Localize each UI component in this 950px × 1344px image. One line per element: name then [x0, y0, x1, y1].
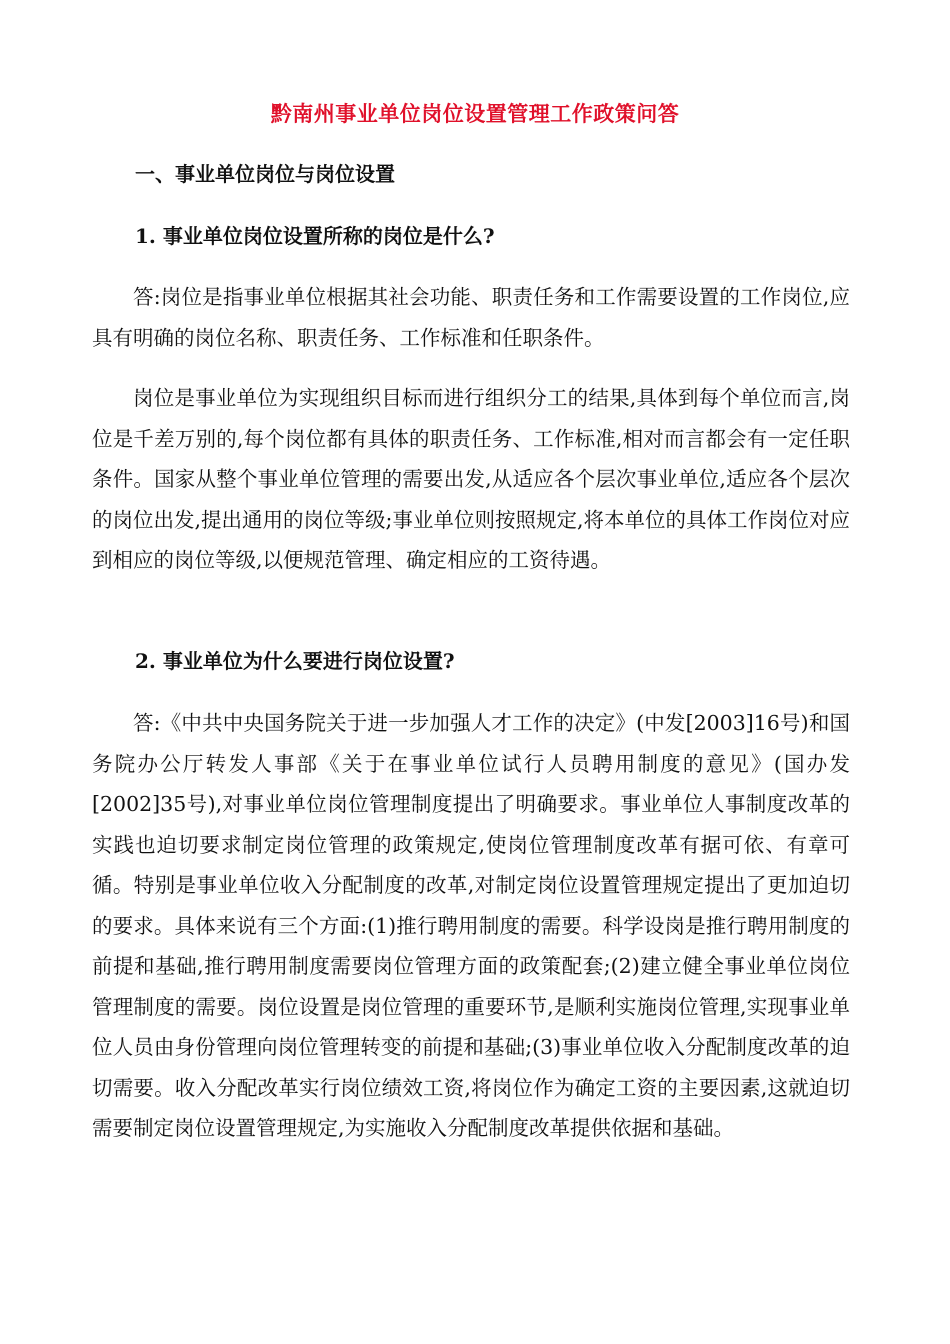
question-2-heading: 2. 事业单位为什么要进行岗位设置?	[135, 649, 455, 673]
answer-1-paragraph-1: 答:岗位是指事业单位根据其社会功能、职责任务和工作需要设置的工作岗位,应具有明确的岗位名称、职责任务、工作标准和任职条件。	[92, 285, 850, 350]
section-heading: 一、事业单位岗位与岗位设置	[135, 162, 395, 186]
question-1-heading: 1. 事业单位岗位设置所称的岗位是什么?	[135, 224, 495, 248]
document-title: 黔南州事业单位岗位设置管理工作政策问答	[270, 102, 680, 126]
answer-1-paragraph-2: 岗位是事业单位为实现组织目标而进行组织分工的结果,具体到每个单位而言,岗位是千差万别的,每个岗位都有具体的职责任务、工作标准,相对而言都会有一定任职条件。国家从整个事业单位管理的需要出发,从适应各个层次事业单位,适应各个层次的岗位出发,提出通用的岗位等级;事业单位则按照规定,将本单位的具体工作岗位对应到相应的岗位等级,以便规范管理、确定相应的工资待遇。	[92, 386, 850, 572]
answer-2-paragraph-1: 答:《中共中央国务院关于进一步加强人才工作的决定》(中发[2003]16号)和国务院办公厅转发人事部《关于在事业单位试行人员聘用制度的意见》(国办发[2002]35号),对事业单位岗位管理制度提出了明确要求。事业单位人事制度改革的实践也迫切要求制定岗位管理的政策规定,使岗位管理制度改革有据可依、有章可循。特别是事业单位收入分配制度的改革,对制定岗位设置管理规定提出了更加迫切的要求。具体来说有三个方面:(1)推行聘用制度的需要。科学设岗是推行聘用制度的前提和基础,推行聘用制度需要岗位管理方面的政策配套;(2)建立健全事业单位岗位管理制度的需要。岗位设置是岗位管理的重要环节,是顺利实施岗位管理,实现事业单位人员由身份管理向岗位管理转变的前提和基础;(3)事业单位收入分配制度改革的迫切需要。收入分配改革实行岗位绩效工资,将岗位作为确定工资的主要因素,这就迫切需要制定岗位设置管理规定,为实施收入分配制度改革提供依据和基础。	[92, 711, 850, 1140]
